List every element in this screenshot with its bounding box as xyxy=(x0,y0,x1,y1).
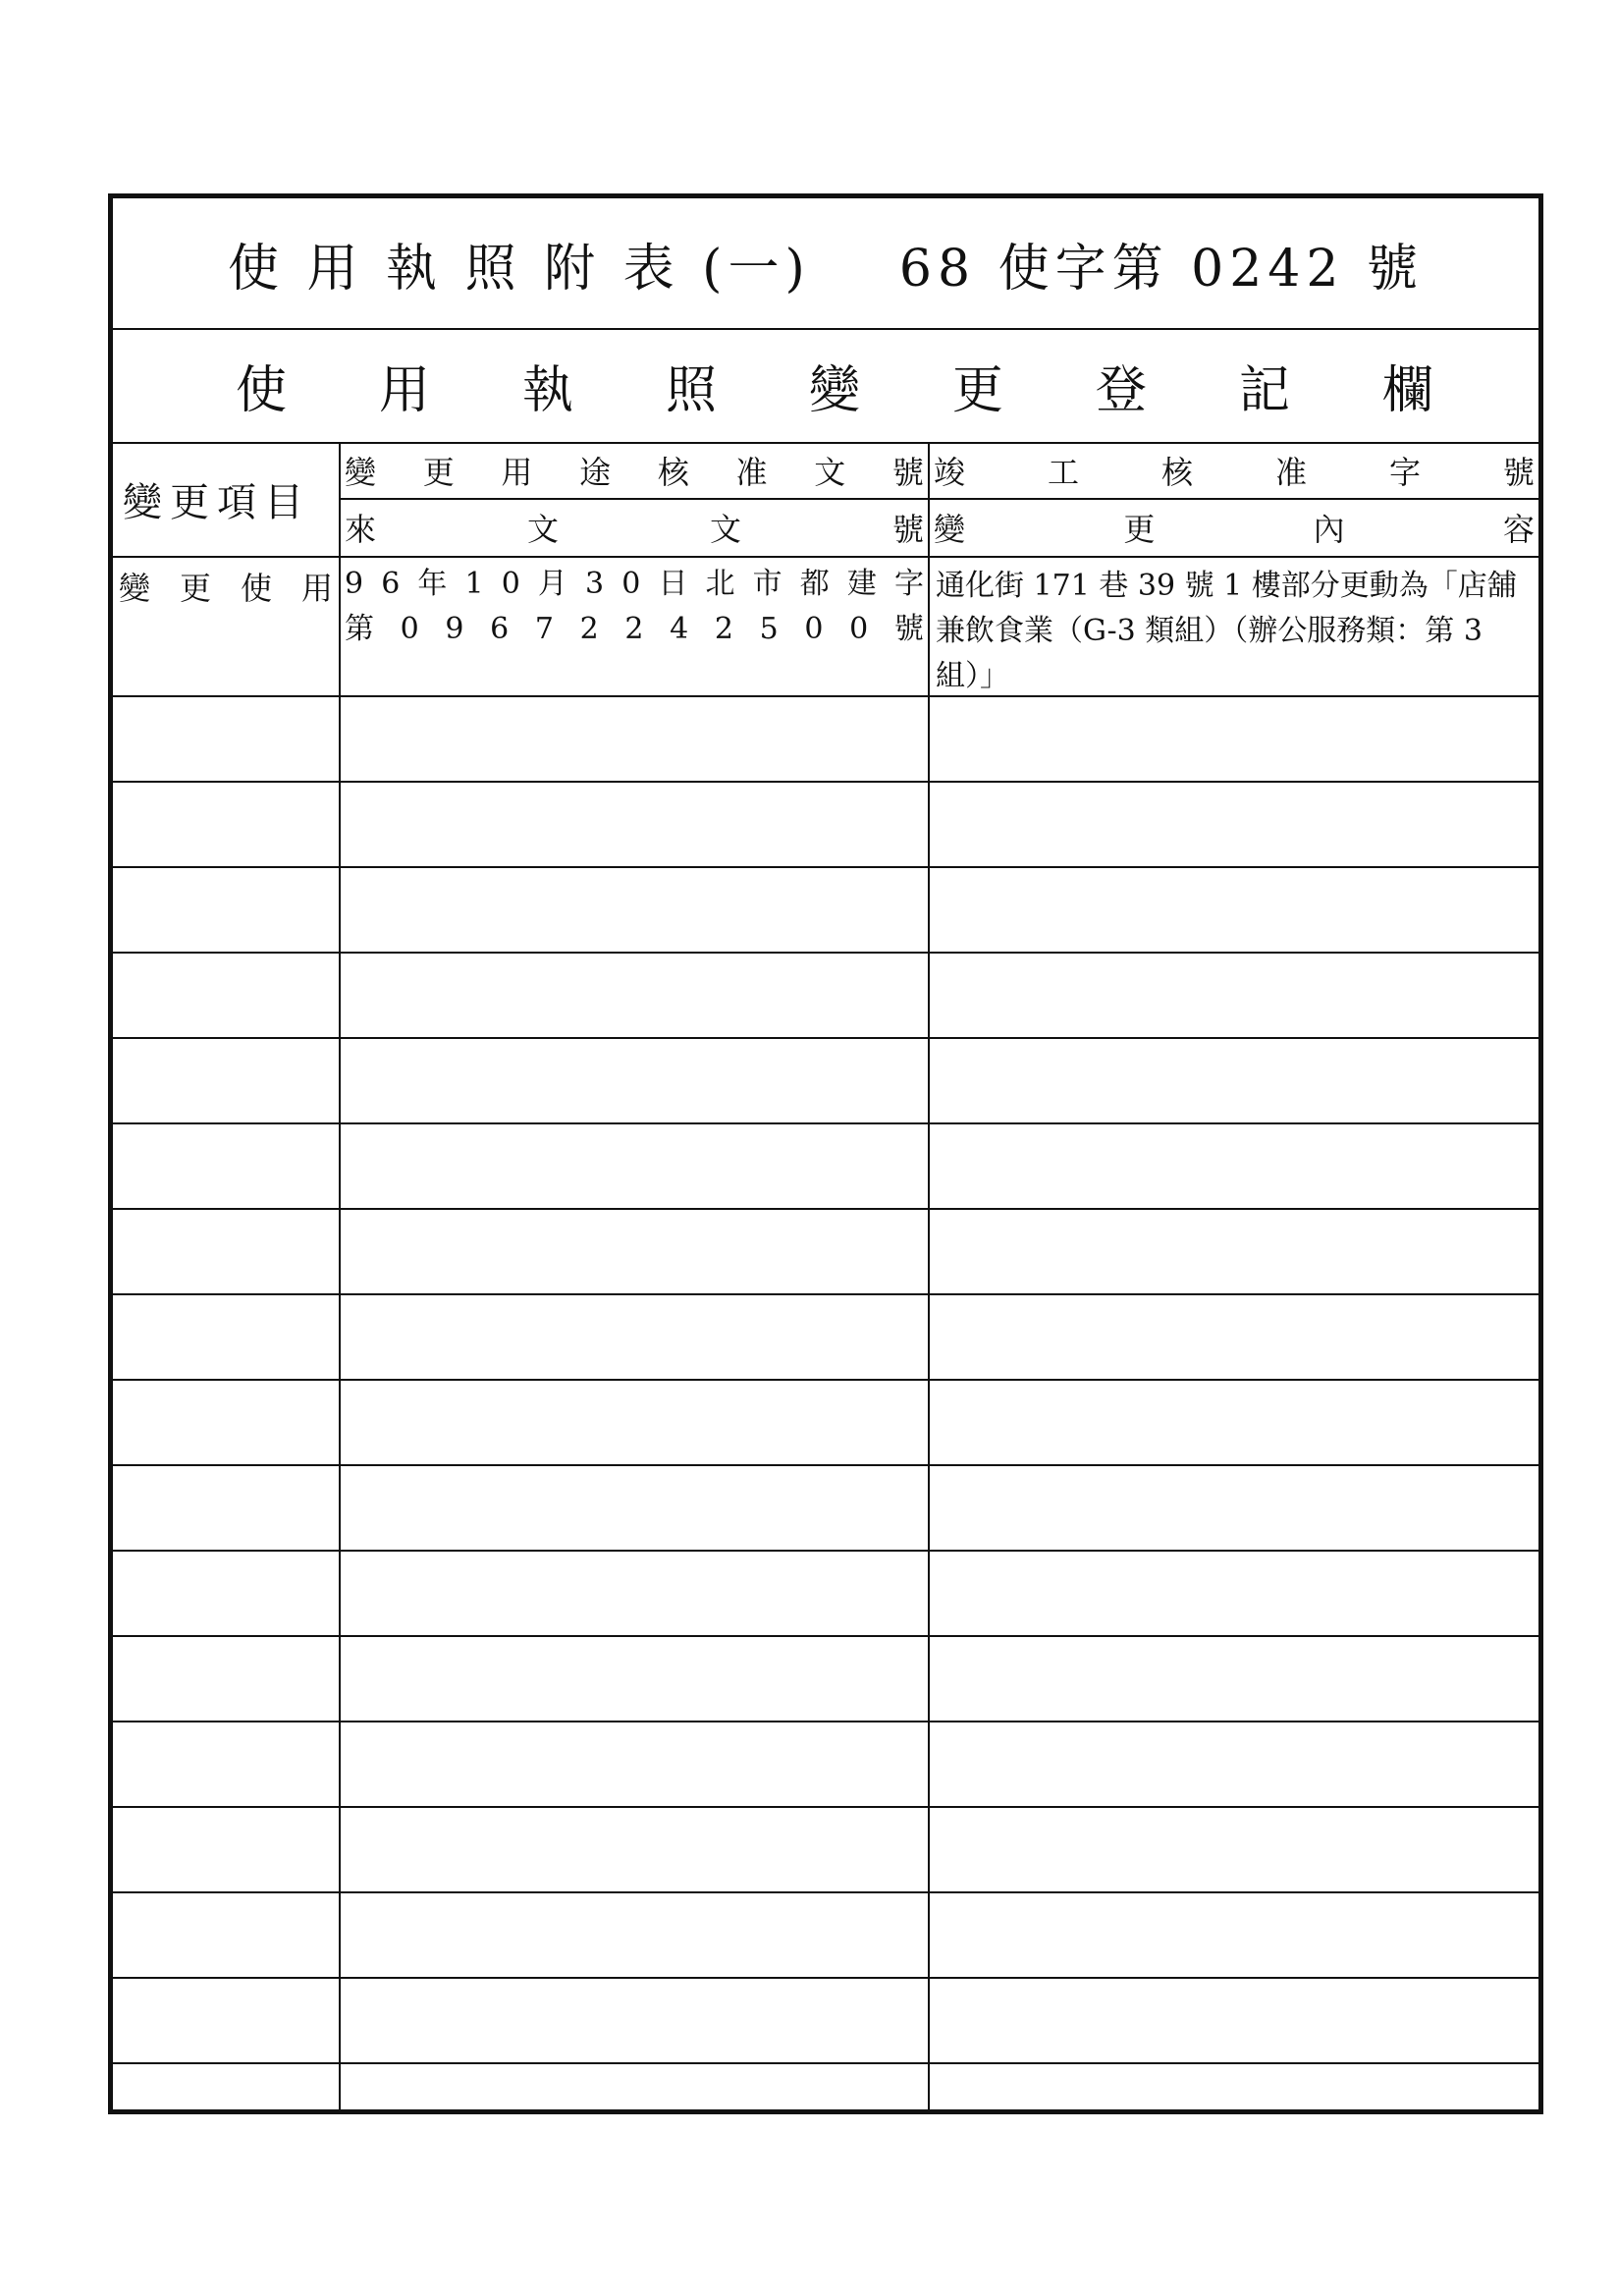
entry-doc-char: 年 xyxy=(417,567,448,601)
header-char: 核 xyxy=(657,454,689,491)
section-title-char: 更 xyxy=(951,360,1003,420)
entry-doc-char: 6 xyxy=(381,567,401,601)
entry-doc-line-1 xyxy=(345,562,924,607)
table-row-divider xyxy=(113,1550,1538,1552)
header-char: 號 xyxy=(1502,454,1535,491)
header-change-item: 變更項目 xyxy=(123,479,311,525)
table-row-divider xyxy=(113,1806,1538,1808)
header-char: 來 xyxy=(345,511,377,548)
table-row-divider xyxy=(113,1891,1538,1893)
table-row-divider xyxy=(113,781,1538,783)
section-title-char: 記 xyxy=(1238,360,1290,420)
table-row-divider xyxy=(113,1208,1538,1210)
section-title-char: 執 xyxy=(521,360,573,420)
table-row-divider xyxy=(113,1721,1538,1722)
section-title-char: 變 xyxy=(808,360,860,420)
entry-doc-char: 字 xyxy=(893,567,924,601)
header-char: 號 xyxy=(891,511,924,548)
section-title-char: 用 xyxy=(378,360,430,420)
entry-doc-char: 3 xyxy=(585,567,605,601)
entry-doc-char: 0 xyxy=(501,567,520,601)
entry-change-content: 通化街 171 巷 39 號 1 樓部分更動為「店舖兼飲食業（G-3 類組）（辦公服務類：第 3 組）」 xyxy=(936,569,1517,693)
header-char: 號 xyxy=(891,454,924,491)
header-char: 准 xyxy=(1274,454,1307,491)
header-char: 用 xyxy=(501,454,533,491)
header-char: 內 xyxy=(1313,511,1345,548)
entry-doc-char: 第 xyxy=(345,612,374,646)
entry-item-char: 更 xyxy=(179,570,211,607)
header-char: 容 xyxy=(1502,511,1535,548)
header-char: 文 xyxy=(526,511,559,548)
entry-item-char: 變 xyxy=(119,570,151,607)
entry-doc-char: 5 xyxy=(759,612,779,646)
section-title-char: 照 xyxy=(665,360,717,420)
entry-doc-char: 號 xyxy=(893,612,924,646)
header-char: 變 xyxy=(934,511,966,548)
license-appendix-form xyxy=(108,193,1543,2114)
entry-doc-char: 月 xyxy=(537,567,567,601)
header-char: 工 xyxy=(1047,454,1079,491)
section-title xyxy=(113,328,1538,444)
table-row-divider xyxy=(113,1379,1538,1381)
header-char: 更 xyxy=(422,454,455,491)
table-row-divider xyxy=(113,2062,1538,2064)
table-row-divider xyxy=(113,1293,1538,1295)
header-incoming-doc-no xyxy=(341,499,928,556)
section-title-chars xyxy=(236,349,1433,422)
change-register-table xyxy=(113,442,1538,2109)
entry-doc-char: 都 xyxy=(799,567,830,601)
section-title-char: 登 xyxy=(1095,360,1147,420)
entry-doc-line-2 xyxy=(345,607,924,652)
entry-item-char: 用 xyxy=(300,570,333,607)
entry-doc-char: 0 xyxy=(804,612,824,646)
header-char: 途 xyxy=(579,454,612,491)
entry-doc-number xyxy=(341,558,928,695)
entry-doc-char: 北 xyxy=(705,567,735,601)
section-title-char: 欄 xyxy=(1381,360,1433,420)
entry-doc-char: 0 xyxy=(849,612,869,646)
license-number: 68 使字第 0242 號 xyxy=(898,239,1424,299)
entry-doc-char: 0 xyxy=(621,567,641,601)
entry-bottom-line xyxy=(113,695,1538,697)
entry-doc-char: 9 xyxy=(445,612,464,646)
entry-doc-char: 7 xyxy=(534,612,554,646)
entry-doc-char: 2 xyxy=(714,612,733,646)
entry-doc-char: 日 xyxy=(658,567,688,601)
header-change-content xyxy=(930,499,1538,556)
table-row-divider xyxy=(113,866,1538,868)
entry-doc-char: 9 xyxy=(345,567,364,601)
form-title xyxy=(113,198,1538,330)
form-title-main: 使 用 執 照 附 表 (一) xyxy=(228,239,811,299)
header-completion-no xyxy=(930,442,1538,499)
table-row-divider xyxy=(113,1037,1538,1039)
entry-doc-char: 市 xyxy=(752,567,782,601)
header-subdivider xyxy=(339,498,1538,500)
table-row-divider xyxy=(113,1635,1538,1637)
header-char: 竣 xyxy=(934,454,966,491)
header-char: 更 xyxy=(1123,511,1156,548)
entry-doc-char: 2 xyxy=(579,612,599,646)
entry-doc-char: 0 xyxy=(400,612,419,646)
header-char: 准 xyxy=(735,454,768,491)
table-row-divider xyxy=(113,1122,1538,1124)
table-row-divider xyxy=(113,1977,1538,1979)
entry-change-item xyxy=(113,558,339,695)
table-row-divider xyxy=(113,1464,1538,1466)
section-title-char: 使 xyxy=(236,360,288,420)
header-char: 文 xyxy=(709,511,741,548)
entry-doc-char: 建 xyxy=(846,567,877,601)
header-char: 變 xyxy=(345,454,377,491)
entry-item-char: 使 xyxy=(240,570,272,607)
header-char: 字 xyxy=(1388,454,1421,491)
entry-doc-char: 2 xyxy=(624,612,644,646)
table-row-divider xyxy=(113,952,1538,954)
entry-doc-char: 6 xyxy=(490,612,510,646)
header-char: 文 xyxy=(814,454,846,491)
header-char: 核 xyxy=(1160,454,1193,491)
header-approval-doc-no xyxy=(341,442,928,499)
entry-doc-char: 4 xyxy=(670,612,689,646)
entry-doc-char: 1 xyxy=(464,567,484,601)
